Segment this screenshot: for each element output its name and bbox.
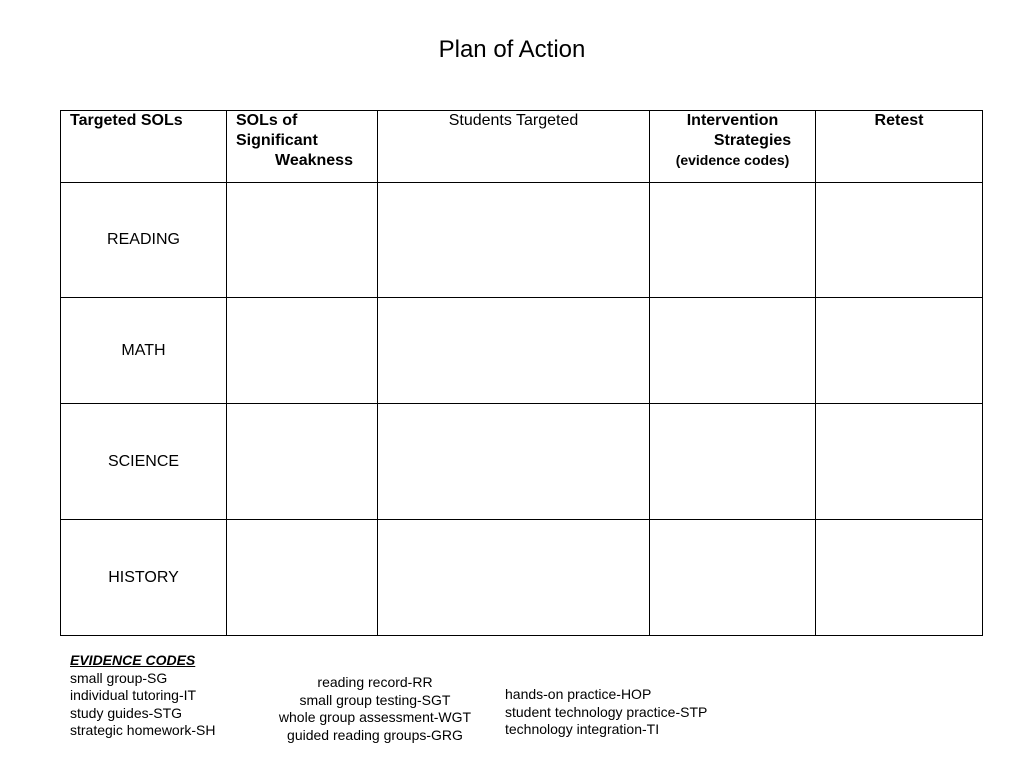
students-cell[interactable] (378, 298, 650, 404)
header-strategies-subtitle: (evidence codes) (675, 152, 790, 168)
table-row-history (61, 520, 983, 636)
retest-cell[interactable] (816, 404, 983, 520)
students-cell[interactable] (378, 183, 650, 298)
strategies-cell[interactable] (650, 298, 816, 404)
students-cell[interactable] (378, 404, 650, 520)
header-strategies-line1: Intervention (686, 112, 779, 129)
header-row (61, 111, 983, 183)
table-row-science (61, 404, 983, 520)
subject-cell: HISTORY (61, 520, 227, 636)
header-sols-of-significant-weakness (227, 111, 378, 183)
strategies-cell[interactable] (650, 183, 816, 298)
evidence-codes-column-3 (505, 686, 707, 739)
evidence-codes-column-2 (265, 674, 485, 744)
header-intervention-strategies (650, 111, 816, 183)
evidence-code-item: individual tutoring-IT (70, 687, 197, 703)
evidence-code-item: whole group assessment-WGT (278, 709, 472, 725)
evidence-codes-heading: EVIDENCE CODES (70, 652, 196, 668)
retest-cell[interactable] (816, 298, 983, 404)
students-cell[interactable] (378, 520, 650, 636)
header-sols-line2: Significant (236, 132, 318, 149)
evidence-code-item: strategic homework-SH (70, 722, 216, 738)
subject-cell: READING (61, 183, 227, 298)
strategies-cell[interactable] (650, 520, 816, 636)
retest-cell[interactable] (816, 183, 983, 298)
subject-cell: SCIENCE (61, 404, 227, 520)
sols-cell[interactable] (227, 520, 378, 636)
evidence-code-item: small group-SG (70, 669, 168, 686)
table-row-math (61, 298, 983, 404)
sols-cell[interactable] (227, 298, 378, 404)
retest-cell[interactable] (816, 520, 983, 636)
evidence-code-item: small group testing-SGT (299, 691, 451, 708)
evidence-code-item: technology integration-TI (505, 721, 660, 737)
evidence-code-item: student technology practice-STP (505, 703, 708, 720)
sols-cell[interactable] (227, 183, 378, 298)
header-strategies-line2: Strategies (713, 132, 792, 149)
sols-cell[interactable] (227, 404, 378, 520)
evidence-code-item: study guides-STG (70, 704, 183, 721)
header-targeted-sols: Targeted SOLs (61, 111, 227, 183)
subject-cell: MATH (61, 298, 227, 404)
evidence-code-item: reading record-RR (317, 674, 433, 690)
table-row-reading (61, 183, 983, 298)
header-sols-line3: Weakness (275, 152, 353, 169)
evidence-code-item: guided reading groups-GRG (287, 726, 463, 743)
header-retest: Retest (816, 111, 983, 183)
page-title: Plan of Action (438, 36, 586, 63)
header-students-targeted: Students Targeted (378, 111, 650, 183)
strategies-cell[interactable] (650, 404, 816, 520)
plan-of-action-table (60, 110, 983, 636)
evidence-code-item: hands-on practice-HOP (505, 686, 652, 702)
evidence-codes-column-1 (70, 652, 216, 740)
header-sols-line1: SOLs of (236, 112, 298, 129)
